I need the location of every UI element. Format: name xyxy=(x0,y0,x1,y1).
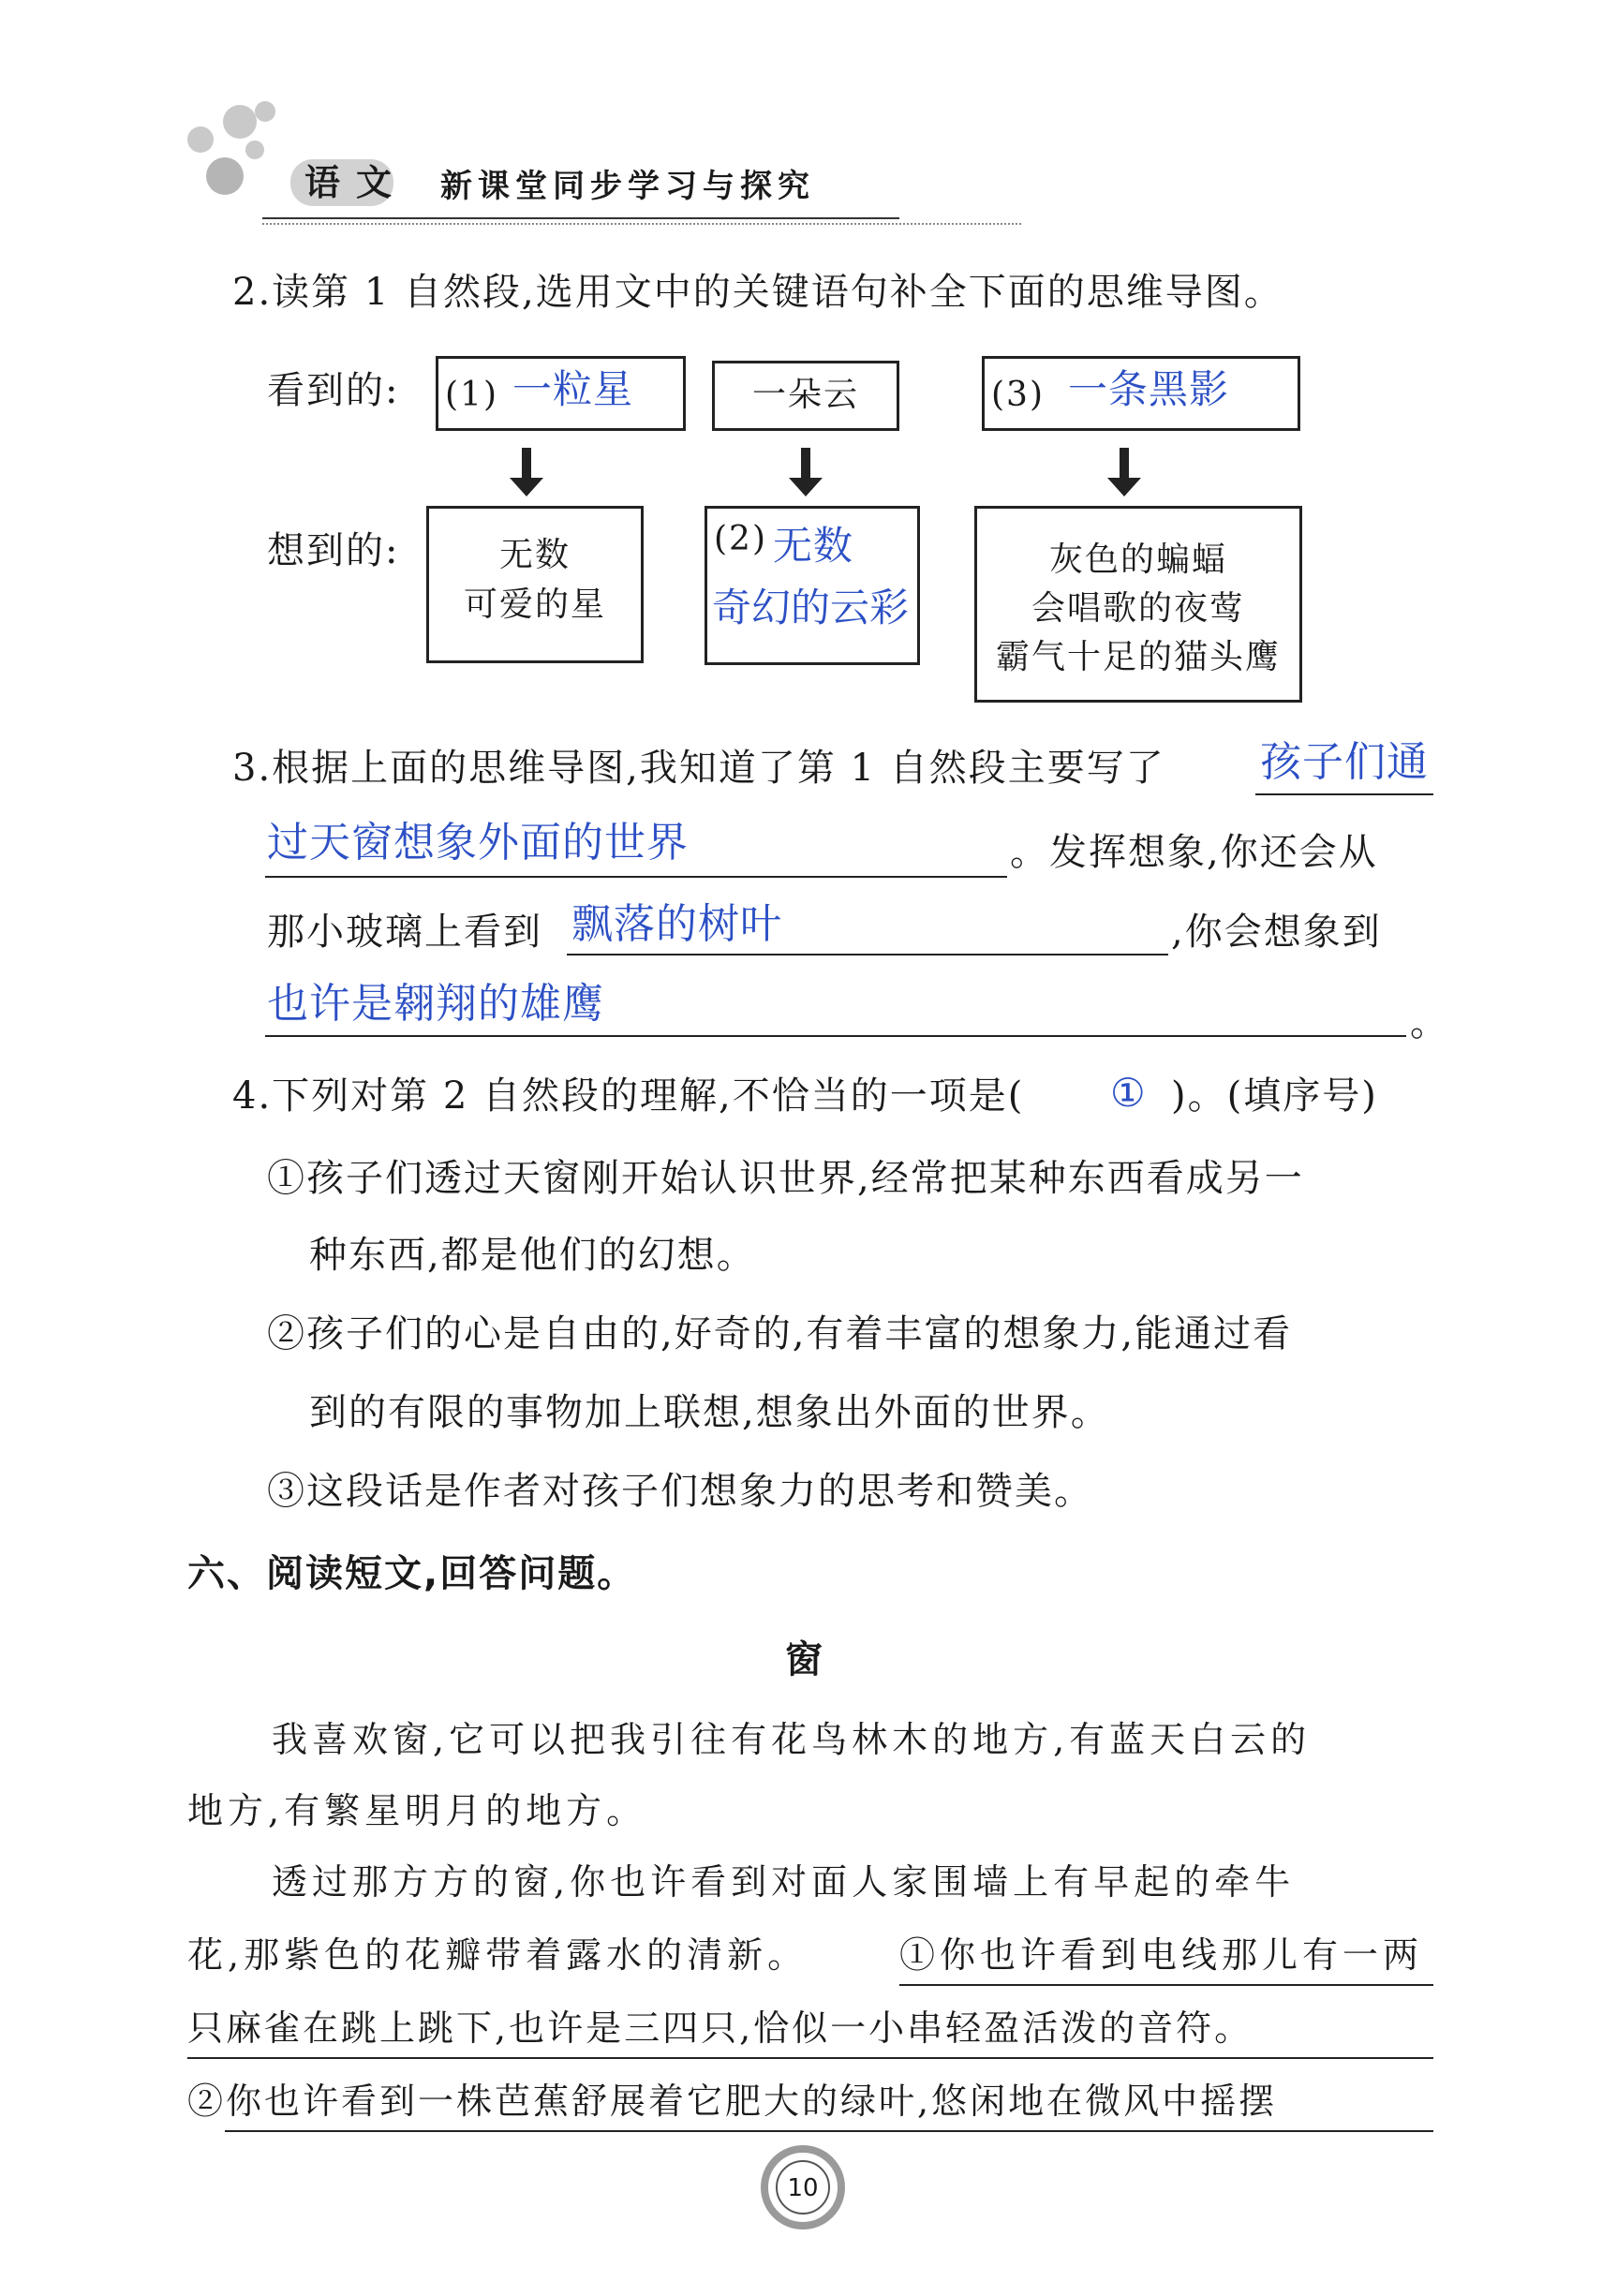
thought2-answer: 奇幻的云彩 xyxy=(712,585,910,630)
decor-dot xyxy=(187,126,214,153)
passage-sentence-1: ①你也许看到电线那儿有一两 xyxy=(899,1934,1424,1976)
q4-option-2-cont: 到的有限的事物加上联想,想象出外面的世界。 xyxy=(309,1391,1110,1434)
q3-answer-2: 飘落的树叶 xyxy=(571,900,782,948)
box1-answer: 一粒星 xyxy=(512,366,634,412)
header-rule xyxy=(262,217,899,219)
thought1-line: 可爱的星 xyxy=(463,585,606,624)
subject-char: 语 xyxy=(304,161,343,203)
decor-dot xyxy=(255,101,275,122)
box3-number: (3) xyxy=(991,376,1045,414)
thought2-answer: 无数 xyxy=(773,523,854,569)
q3-answer-1b: 过天窗想象外面的世界 xyxy=(267,819,689,867)
sentence-underline xyxy=(225,2130,1433,2132)
q3-line1: 3.根据上面的思维导图,我知道了第 1 自然段主要写了 xyxy=(232,747,1165,790)
passage-p2-cont: 花,那紫色的花瓣带着露水的清新。 xyxy=(187,1934,808,1976)
q4-text-after: )。(填序号) xyxy=(1171,1074,1378,1118)
q4-option-3: ③这段话是作者对孩子们想象力的思考和赞美。 xyxy=(267,1470,1093,1513)
thought1-line: 无数 xyxy=(498,536,571,574)
passage-p1: 我喜欢窗,它可以把我引往有花鸟林木的地方,有蓝天白云的 xyxy=(272,1719,1312,1760)
q3-answer-1a: 孩子们通 xyxy=(1260,738,1429,786)
q4-option-1-cont: 种东西,都是他们的幻想。 xyxy=(309,1234,756,1277)
answer-underline xyxy=(1255,793,1433,795)
book-title: 新课堂同步学习与探究 xyxy=(440,168,815,205)
question-2: 2.读第 1 自然段,选用文中的关键语句补全下面的思维导图。 xyxy=(232,271,1283,314)
thought3-line: 灰色的蝙蝠 xyxy=(1048,541,1227,579)
q3-line3-head: 那小玻璃上看到 xyxy=(267,911,542,954)
thought-label: 想到的: xyxy=(267,529,400,572)
box2-text: 一朵云 xyxy=(751,376,859,414)
thought3-line: 会唱歌的夜莺 xyxy=(1031,589,1245,628)
q3-end: 。 xyxy=(1410,1001,1449,1044)
decor-dot xyxy=(245,141,264,159)
answer-underline xyxy=(265,1035,1406,1037)
q4-option-1: ①孩子们透过天窗刚开始认识世界,经常把某种东西看成另一 xyxy=(267,1157,1304,1200)
page-number: 10 xyxy=(787,2174,819,2202)
passage-p1-cont: 地方,有繁星明月的地方。 xyxy=(187,1790,647,1831)
passage-sentence-2: ②你也许看到一株芭蕉舒展着它肥大的绿叶,悠闲地在微风中摇摆 xyxy=(187,2081,1278,2122)
q3-line3-tail: ,你会想象到 xyxy=(1171,911,1382,954)
q3-line2-tail: 。发挥想象,你还会从 xyxy=(1010,831,1378,874)
subject-char: 文 xyxy=(356,161,394,203)
section-6-heading: 六、阅读短文,回答问题。 xyxy=(187,1552,637,1595)
header-rule-dotted xyxy=(262,223,1021,225)
q4-answer: ① xyxy=(1110,1070,1147,1116)
box1-number: (1) xyxy=(445,376,498,414)
sentence-underline xyxy=(899,1984,1433,1986)
q4-text-before: 4.下列对第 2 自然段的理解,不恰当的一项是( xyxy=(232,1074,1025,1118)
passage-p2: 透过那方方的窗,你也许看到对面人家围墙上有早起的牵牛 xyxy=(272,1861,1296,1903)
thought3-line: 霸气十足的猫头鹰 xyxy=(995,638,1281,676)
decor-dot xyxy=(206,157,244,195)
answer-underline xyxy=(567,954,1168,955)
passage-title: 窗 xyxy=(785,1637,824,1681)
sentence-underline xyxy=(187,2057,1433,2059)
thought2-number: (2) xyxy=(714,520,767,558)
passage-p2-line3: 只麻雀在跳上跳下,也许是三四只,恰似一小串轻盈活泼的音符。 xyxy=(187,2007,1253,2049)
saw-label: 看到的: xyxy=(267,369,400,412)
decor-dot xyxy=(223,105,257,139)
answer-underline xyxy=(265,876,1007,878)
q3-answer-3: 也许是翱翔的雄鹰 xyxy=(267,980,604,1028)
box3-answer: 一条黑影 xyxy=(1068,366,1230,412)
thought-box-1 xyxy=(426,506,644,663)
q4-option-2: ②孩子们的心是自由的,好奇的,有着丰富的想象力,能通过看 xyxy=(267,1312,1293,1355)
